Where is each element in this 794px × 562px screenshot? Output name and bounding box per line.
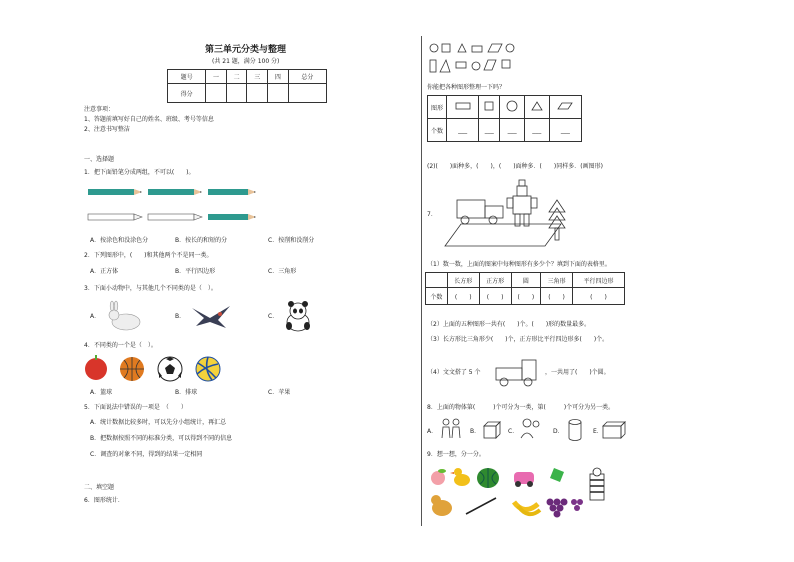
question-text: （3）长方形比三角形少( )个，正方形比平行四边形多( )个。 (427, 336, 609, 343)
shapes-picture-image (443, 180, 583, 250)
people-icon (440, 418, 462, 440)
question-number: 7． (427, 211, 437, 218)
watermelon-icon (477, 468, 499, 488)
score-input[interactable] (288, 84, 326, 103)
count-blank[interactable]: ___ (524, 119, 549, 142)
score-table (167, 69, 327, 103)
pencil-icon (148, 214, 202, 220)
notes-heading: 注意事项： (84, 106, 115, 113)
duck-icon (450, 468, 470, 486)
question-text: 9．想一想，分一分。 (427, 451, 485, 458)
apple-icon (85, 355, 107, 380)
pencil-icon (88, 214, 142, 220)
option[interactable]: C．按削和没削分 (268, 237, 315, 244)
question-text: ，一共用了( )个圆。 (545, 369, 610, 376)
count-header: 长方形 (447, 273, 479, 288)
option[interactable]: B． (470, 428, 481, 435)
triangle-icon (531, 101, 543, 111)
score-input[interactable] (226, 84, 247, 103)
count-blank[interactable]: ( ) (479, 288, 511, 305)
rectangle-icon (455, 102, 471, 110)
pencil-icon (208, 214, 256, 220)
cylinder-icon (567, 418, 583, 442)
count-header (426, 273, 448, 288)
option[interactable]: C． (268, 313, 279, 320)
toy-car-icon (514, 472, 534, 487)
score-cell: 一 (206, 70, 227, 84)
shape-cell (447, 96, 479, 119)
page-title: 第三单元分类与整理 (205, 45, 287, 55)
page-subtitle: (共 21 题，满分 100 分) (212, 58, 280, 65)
question-text: （2）上面的五种图形一共有( )个。( )形的数量最多。 (427, 321, 591, 328)
score-cell: 题号 (168, 70, 206, 84)
count-blank[interactable]: ___ (500, 119, 525, 142)
shape-cell (479, 96, 500, 119)
pencil-icon (148, 189, 202, 195)
question-stem: 3．下面小动物中，与其他几个不同类的是（ ）。 (84, 285, 217, 292)
prompt-text: 你能把各种图形整理一下吗？ (427, 84, 506, 91)
note-item: 1、答题前填写好自己的姓名、班级、考号等信息 (84, 116, 214, 123)
cube-icon (482, 420, 502, 440)
peach-icon (431, 469, 446, 485)
count-header: 圆 (511, 273, 541, 288)
option[interactable]: A． (90, 313, 101, 320)
option[interactable]: B．排球 (175, 389, 198, 396)
score-cell: 三 (247, 70, 268, 84)
count-header: 正方形 (479, 273, 511, 288)
option[interactable]: C．苹果 (268, 389, 291, 396)
parallelogram-icon (557, 102, 573, 110)
balls-image (84, 354, 224, 384)
option[interactable]: B． (175, 313, 186, 320)
soccer-ball-icon (158, 357, 182, 381)
count-blank[interactable]: ___ (549, 119, 581, 142)
question-stem: 4．不同类的一个是（ ）。 (84, 342, 157, 349)
question-text: 8．上面的物体第( )个可分为一类，第( )个可分为另一类。 (427, 404, 615, 411)
score-input[interactable] (268, 84, 289, 103)
score-cell: 二 (226, 70, 247, 84)
score-cell: 得分 (168, 84, 206, 103)
scattered-shapes-image (428, 42, 518, 76)
count-header: 平行四边形 (573, 273, 625, 288)
option[interactable]: A．按涂色和没涂色分 (90, 237, 149, 244)
question-text: （4）文文搭了 5 个 (427, 369, 481, 376)
square-icon (484, 101, 494, 111)
pencil-icon (208, 189, 256, 195)
count-blank[interactable]: ( ) (541, 288, 573, 305)
option[interactable]: B．把数据按照不同的标准分类，可以得到不同的信息 (90, 435, 233, 442)
option[interactable]: A．正方体 (90, 268, 119, 275)
count-table (425, 272, 625, 305)
rabbit-icon (104, 302, 144, 332)
pencil-icon (466, 498, 496, 514)
column-divider (421, 36, 422, 526)
pencil-icon (88, 189, 142, 195)
pencils-image (86, 186, 256, 226)
question-stem: 1．把下面铅笔分成两组，不可以( )。 (84, 169, 195, 176)
question-stem: 2．下列图形中，( )和其他两个不是同一类。 (84, 252, 213, 259)
option[interactable]: C．三角形 (268, 268, 297, 275)
section-heading: 二、填空题 (84, 484, 115, 491)
volleyball-icon (196, 357, 220, 381)
question-stem: 6．图形统计． (84, 497, 124, 504)
people-icon (520, 418, 542, 440)
swallow-icon (190, 302, 232, 330)
option[interactable]: E． (593, 428, 603, 435)
dog-icon (431, 495, 452, 516)
count-blank[interactable]: ___ (447, 119, 479, 142)
option[interactable]: C． (508, 428, 519, 435)
banana-icon (514, 502, 540, 514)
score-cell: 总分 (288, 70, 326, 84)
score-cell: 四 (268, 70, 289, 84)
score-input[interactable] (247, 84, 268, 103)
score-input[interactable] (206, 84, 227, 103)
shape-table (427, 95, 582, 142)
grapes-icon (571, 499, 583, 511)
circle-icon (506, 100, 518, 112)
option[interactable]: C．调查的对象不同，得到的结果一定相同 (90, 451, 203, 458)
items-picture-image (430, 466, 620, 520)
shape-cell (524, 96, 549, 119)
note-item: 2、注意书写整洁 (84, 126, 130, 133)
question-text: (2)( )面种多，( )，( )面种多．( )同样多．(画图形) (427, 163, 603, 170)
option[interactable]: D． (553, 428, 564, 435)
option[interactable]: A． (427, 428, 438, 435)
basketball-icon (120, 357, 144, 381)
panda-icon (283, 300, 313, 332)
count-blank[interactable]: ( ) (573, 288, 625, 305)
cuboid-icon (601, 420, 627, 440)
row-label: 图形 (428, 96, 447, 119)
section-heading: 一、选择题 (84, 156, 115, 163)
count-header: 个数 (426, 288, 448, 305)
count-header: 三角形 (541, 273, 573, 288)
option[interactable]: A．篮球 (90, 389, 113, 396)
shape-cell (549, 96, 581, 119)
truck-icon (494, 356, 540, 388)
question-stem: 5．下面说法中错误的一项是 （ ） (84, 404, 187, 411)
grapes-icon (547, 499, 568, 518)
count-blank[interactable]: ( ) (447, 288, 479, 305)
option[interactable]: B．平行四边形 (175, 268, 216, 275)
sharpener-icon (550, 468, 564, 482)
option[interactable]: A．统计数据比较多时，可以先分小组统计，再汇总 (90, 419, 227, 426)
option[interactable]: B．按长的和短的分 (175, 237, 228, 244)
count-blank[interactable]: ___ (479, 119, 500, 142)
question-text: （1）数一数，上面的图案中每种图形有多少个？填到下面的表格里。 (427, 261, 611, 268)
zebra-icon (590, 468, 604, 500)
shape-cell (500, 96, 525, 119)
row-label: 个数 (428, 119, 447, 142)
count-blank[interactable]: ( ) (511, 288, 541, 305)
